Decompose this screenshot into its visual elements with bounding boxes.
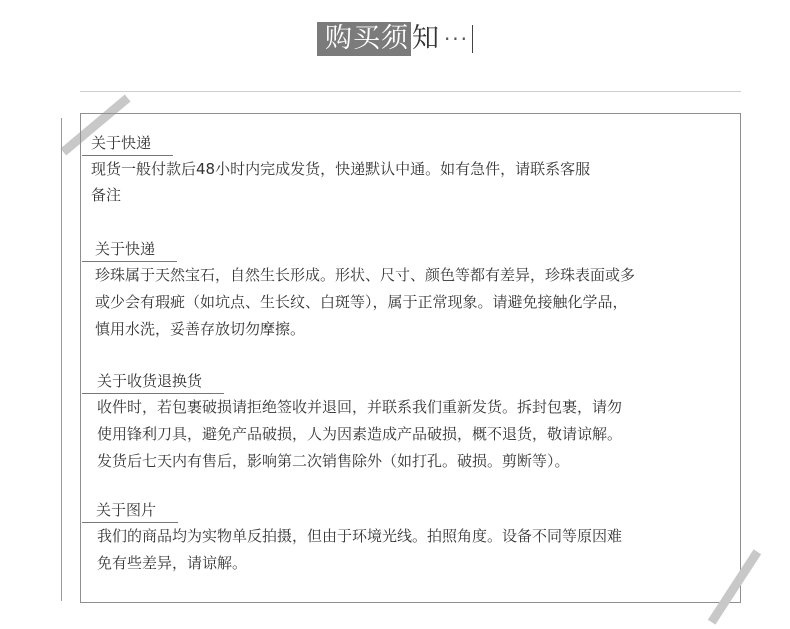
page-title-highlight: 购买须 xyxy=(317,22,411,56)
section-returns xyxy=(82,371,622,475)
section-line: 免有些差异，请谅解。 xyxy=(97,554,248,572)
section-line: 使用锋利刀具，避免产品破损，人为因素造成产品破损，概不退货，敬请谅解。 xyxy=(97,425,623,443)
left-vertical-rule xyxy=(61,118,62,601)
page-title xyxy=(0,22,790,56)
section-line: 珍珠属于天然宝石，自然生长形成。形状、尺寸、颜色等都有差异，珍珠表面或多 xyxy=(95,266,636,284)
section-line: 现货一般付款后48小时内完成发货，快递默认中通。如有急件，请联系客服 xyxy=(91,160,591,178)
section-heading: 关于图片 xyxy=(82,501,178,523)
text-cursor xyxy=(472,25,473,53)
section-images xyxy=(82,500,622,577)
section-heading: 关于快递 xyxy=(82,240,177,262)
section-heading: 关于快递 xyxy=(82,134,173,156)
section-line: 发货后七天内有售后，影响第二次销售除外（如打孔。破损。剪断等）。 xyxy=(97,452,570,470)
section-line: 慎用水洗，妥善存放切勿摩擦。 xyxy=(95,320,306,338)
section-body xyxy=(82,394,622,475)
section-body xyxy=(82,262,635,343)
page-title-rest: 知 xyxy=(411,23,440,54)
section-pearl-notice xyxy=(82,239,635,343)
section-body xyxy=(82,523,622,577)
section-shipping xyxy=(82,133,590,208)
section-line: 备注 xyxy=(91,186,122,204)
section-body xyxy=(82,156,590,208)
page-title-ellipsis: ··· xyxy=(443,27,470,51)
section-heading: 关于收货退换货 xyxy=(82,372,224,394)
section-line: 我们的商品均为实物单反拍摄，但由于环境光线。拍照角度。设备不同等原因难 xyxy=(97,527,623,545)
top-divider xyxy=(80,91,741,92)
section-line: 收件时，若包裹破损请拒绝签收并退回，并联系我们重新发货。拆封包裹，请勿 xyxy=(97,398,623,416)
section-line: 或少会有瑕疵（如坑点、生长纹、白斑等），属于正常现象。请避免接触化学品， xyxy=(95,293,628,311)
